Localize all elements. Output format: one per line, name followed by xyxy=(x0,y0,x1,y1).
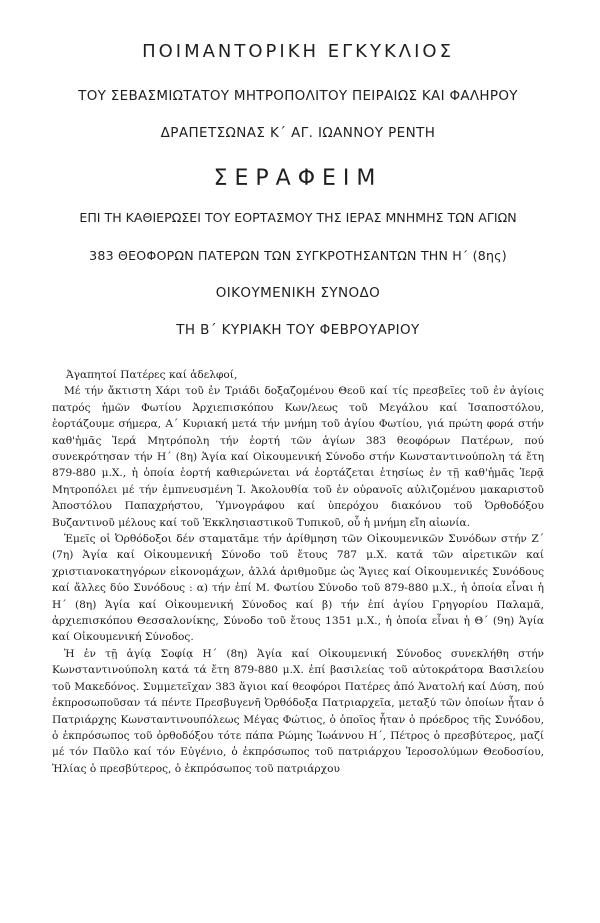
salutation: Ἀγαπητοί Πατέρες καί ἀδελφοί, xyxy=(66,368,238,381)
header-date-line: ΤΗ Β΄ ΚΥΡΙΑΚΗ ΤΟΥ ΦΕΒΡΟΥΑΡΙΟΥ xyxy=(176,323,420,339)
body-paragraph: Μέ τήν ἄκτιστη Χάρι τοῦ ἐν Τριάδι δοξαζομένου Θεοῦ καί τίς πρεσβεῖες τοῦ ἐν ἁγίοις πατρός ἡμῶν Φωτίου Ἀρχιεπισκόπου Κων/λεως τοῦ Μεγάλου καί Ἰσαποστόλου, ἑορτάζουμε σήμερα, Α΄ Κυριακή μετά τήν μνήμη τοῦ ἁγίου Φωτίου, γιά πρώτη φορά στήν καθ'ἡμᾶς Ἱερά Μητρόπολη τήν ἑορτή τῶν ἁγίων 383 θεοφόρων Πατέρων, πού συνεκρότησαν τήν Η΄ (8η) Ἁγία καί Οἰκουμενική Σύνοδο στήν Κωνσταντινούπολη τά ἔτη 879-880 μ.Χ., ἡ ὁποία ἑορτή καθιερώνεται νά ἑορτάζεται ἐτησίως ἐν τῇ καθ'ἡμᾶς Ἱερᾷ Μητροπόλει μέ τήν ἐμπνευσμένη Ἱ. Ἀκολουθία τοῦ ἐν οὐρανοῖς αὐλιζομένου μακαριστοῦ Ἀποστόλου Παπαχρήστου, Ὑμνογράφου καί ὑπερόχου διακόνου τοῦ Ὀρθοδόξου Βυζαντινοῦ μέλους καί τοῦ Ἐκκλησιαστικοῦ Τυπικοῦ, οὗ ἡ μνήμη εἴη αἰωνία. xyxy=(52,385,544,529)
encyclical-body xyxy=(52,367,544,777)
header-title: ΠΟΙΜΑΝΤΟΡΙΚΗ ΕΓΚΥΚΛΙΟΣ xyxy=(142,42,454,62)
header-author-line: ΤΟΥ ΣΕΒΑΣΜΙΩΤΑΤΟΥ ΜΗΤΡΟΠΟΛΙΤΟΥ ΠΕΙΡΑΙΩΣ ΚΑΙ ΦΑΛΗΡΟΥ xyxy=(78,88,518,104)
header-subject-line: ΕΠΙ ΤΗ ΚΑΘΙΕΡΩΣΕΙ ΤΟΥ ΕΟΡΤΑΣΜΟΥ ΤΗΣ ΙΕΡΑΣ ΜΝΗΜΗΣ ΤΩΝ ΑΓΙΩΝ xyxy=(79,211,517,226)
body-paragraph: Ἐμεῖς οἱ Ὀρθόδοξοι δέν σταματᾶμε τήν ἀρίθμηση τῶν Οἰκουμενικῶν Συνόδων στήν Ζ΄ (7η) Ἁγία καί Οἰκουμενική Σύνοδο τοῦ ἔτους 787 μ.Χ. κατά τῶν αἱρετικῶν καί χριστιανοκατηγόρων εἰκονομάχων, ἀλλά ἀριθμοῦμε ὡς Ἅγιες καί Οἰκουμενικές Συνόδους καί ἄλλες δύο Συνόδους : α) τήν ἐπί Μ. Φωτίου Σύνοδο τοῦ 879-880 μ.Χ., ἡ ὁποία εἶναι ἡ Η΄ (8η) Ἁγία καί Οἰκουμενική Σύνοδος καί β) τήν ἐπί ἁγίου Γρηγορίου Παλαμᾶ, ἀρχιεπισκόπου Θεσσαλονίκης, Σύνοδο τοῦ ἔτους 1351 μ.Χ., ἡ ὁποία εἶναι ἡ Θ΄ (9η) Ἁγία καί Οἰκουμενική Σύνοδος. xyxy=(52,533,544,644)
header-fathers-line: 383 ΘΕΟΦΟΡΩΝ ΠΑΤΕΡΩΝ ΤΩΝ ΣΥΓΚΡΟΤΗΣΑΝΤΩΝ ΤΗΝ Η΄ (8ης) xyxy=(89,249,507,264)
header-diocese-line: ΔΡΑΠΕΤΣΩΝΑΣ Κ΄ ΑΓ. ΙΩΑΝΝΟΥ ΡΕΝΤΗ xyxy=(160,126,436,142)
header-synod-line: ΟΙΚΟΥΜΕΝΙΚΗ ΣΥΝΟΔΟ xyxy=(215,285,381,301)
encyclical-header xyxy=(52,42,544,339)
body-paragraph: Ἡ ἐν τῇ ἁγίᾳ Σοφίᾳ Η΄ (8η) Ἁγία καί Οἰκουμενική Σύνοδος συνεκλήθη στήν Κωνσταντινούπολη κατά τά ἔτη 879-880 μ.Χ. ἐπί βασιλείας τοῦ αὐτοκράτορα Βασιλείου τοῦ Μακεδόνος. Συμμετεῖχαν 383 ἅγιοι καί θεοφόροι Πατέρες ἀπό Ἀνατολή καί Δύση, πού ἐκπροσωποῦσαν τά πέντε Πρεσβυγενῆ Ὀρθόδοξα Πατριαρχεῖα, μεταξύ τῶν ὁποίων ἦταν ὁ Πατριάρχης Κωνσταντινουπόλεως Μέγας Φώτιος, ὁ ὁποῖος ἦταν ὁ πρόεδρος τῆς Συνόδου, ὁ ἐκπρόσωπος τοῦ ὀρθοδόξου τότε πάπα Ρώμης Ἰωάννου Η΄, Πέτρος ὁ πρεσβύτερος, μαζί μέ τόν Παῦλο καί τόν Εὐγένιο, ὁ ἐκπρόσωπος τοῦ πατριάρχου Ἱεροσολύμων Θεοδοσίου, Ἠλίας ὁ πρεσβύτερος, ὁ ἐκπρόσωπος τοῦ πατριάρχου xyxy=(52,647,544,775)
header-name: ΣΕΡΑΦΕΙΜ xyxy=(213,165,383,191)
